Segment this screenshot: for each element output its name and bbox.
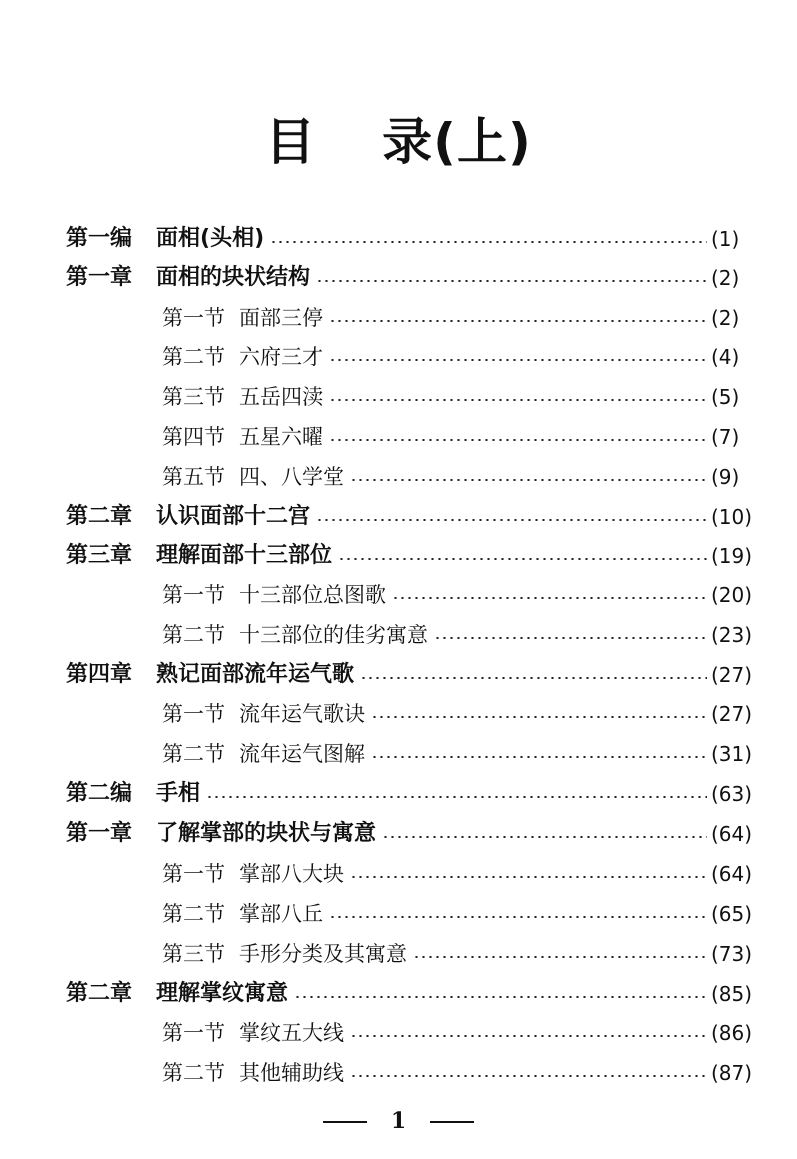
dot-leader: [413, 956, 707, 958]
toc-entry-title: 掌部八大块: [239, 862, 344, 886]
toc-entry[interactable]: [0, 660, 797, 690]
toc-entry-label: 第一节: [162, 702, 225, 726]
toc-entry[interactable]: [0, 779, 797, 809]
toc-entry-title: 理解面部十三部位: [156, 543, 333, 568]
toc-entry-label: 第一节: [162, 862, 225, 886]
toc-entry-label: 第五节: [162, 465, 225, 489]
toc-entry[interactable]: [0, 979, 797, 1009]
toc-entry-title: 手相: [156, 781, 201, 806]
toc-entry-label: 第一节: [162, 306, 225, 330]
toc-entry-label: 第二节: [162, 623, 225, 647]
dot-leader: [329, 399, 707, 401]
dot-leader: [382, 836, 707, 838]
toc-entry-title: 掌部八丘: [239, 902, 323, 926]
toc-entry[interactable]: [0, 819, 797, 849]
footer-rule-left: [323, 1121, 367, 1123]
toc-entry-page: (73): [711, 942, 753, 966]
toc-entry-page: (65): [711, 902, 753, 926]
dot-leader: [350, 876, 707, 878]
dot-leader: [392, 597, 707, 599]
toc-entry-page: (4): [711, 345, 740, 369]
dot-leader: [316, 519, 707, 521]
toc-entry-page: (2): [711, 266, 740, 290]
toc-entry-label: 第一编: [66, 226, 133, 251]
toc-entry-title: 流年运气歌诀: [239, 702, 365, 726]
toc-entry-label: 第四章: [66, 662, 133, 687]
toc-entry-page: (9): [711, 465, 740, 489]
toc-entry-page: (23): [711, 623, 753, 647]
toc-entry[interactable]: [0, 899, 797, 929]
toc-entry-page: (10): [711, 505, 753, 529]
dot-leader: [371, 716, 707, 718]
toc-entry-page: (31): [711, 742, 753, 766]
toc-entry-label: 第二编: [66, 781, 133, 806]
toc-entry-page: (20): [711, 583, 753, 607]
toc-entry[interactable]: [0, 462, 797, 492]
toc-entry-label: 第二章: [66, 504, 133, 529]
dot-leader: [350, 1075, 707, 1077]
toc-entry[interactable]: [0, 580, 797, 610]
toc-entry-label: 第一节: [162, 583, 225, 607]
toc-entry-page: (85): [711, 982, 753, 1006]
toc-entry-label: 第四节: [162, 425, 225, 449]
dot-leader: [434, 637, 707, 639]
page-number: 1: [390, 1108, 407, 1134]
toc-entry[interactable]: [0, 263, 797, 293]
toc-entry-label: 第三节: [162, 385, 225, 409]
toc-entry-title: 面相(头相): [156, 226, 265, 251]
dot-leader: [338, 558, 707, 560]
toc-entry-label: 第三节: [162, 942, 225, 966]
toc-entry-title: 其他辅助线: [239, 1061, 344, 1085]
toc-entry[interactable]: [0, 502, 797, 532]
title-rest: 录(上): [382, 113, 532, 171]
toc-entry-page: (64): [711, 862, 753, 886]
toc-entry[interactable]: [0, 939, 797, 969]
dot-leader: [350, 479, 707, 481]
toc-entry-page: (86): [711, 1021, 753, 1045]
toc-entry-label: 第一章: [66, 265, 133, 290]
toc-entry-label: 第三章: [66, 543, 133, 568]
toc-entry-label: 第一节: [162, 1021, 225, 1045]
dot-leader: [371, 756, 707, 758]
toc-entry-title: 了解掌部的块状与寓意: [156, 821, 377, 846]
dot-leader: [329, 320, 707, 322]
toc-entry-label: 第二节: [162, 345, 225, 369]
toc-entry[interactable]: [0, 620, 797, 650]
toc-entry-title: 十三部位的佳劣寓意: [239, 623, 428, 647]
toc-entry-title: 熟记面部流年运气歌: [156, 662, 355, 687]
toc-entry[interactable]: [0, 541, 797, 571]
dot-leader: [329, 359, 707, 361]
footer-rule-right: [430, 1121, 474, 1123]
dot-leader: [329, 916, 707, 918]
toc-entry-title: 掌纹五大线: [239, 1021, 344, 1045]
dot-leader: [350, 1035, 707, 1037]
toc-entry-label: 第二节: [162, 742, 225, 766]
toc-entry-title: 五岳四渎: [239, 385, 323, 409]
toc-entry-label: 第二章: [66, 981, 133, 1006]
toc-entry-title: 理解掌纹寓意: [156, 981, 289, 1006]
toc-entry[interactable]: [0, 739, 797, 769]
toc-entry[interactable]: [0, 1058, 797, 1088]
toc-entry-page: (19): [711, 544, 753, 568]
toc-entry-title: 十三部位总图歌: [239, 583, 386, 607]
toc-entry-title: 六府三才: [239, 345, 323, 369]
toc-entry[interactable]: [0, 382, 797, 412]
page-title: [0, 112, 797, 172]
dot-leader: [270, 241, 707, 243]
toc-entry[interactable]: [0, 1018, 797, 1048]
dot-leader: [316, 280, 707, 282]
toc-entry-page: (87): [711, 1061, 753, 1085]
toc-entry-label: 第二节: [162, 902, 225, 926]
toc-entry-page: (1): [711, 227, 740, 251]
toc-entry[interactable]: [0, 859, 797, 889]
dot-leader: [294, 996, 707, 998]
dot-leader: [329, 439, 707, 441]
toc-entry-page: (27): [711, 702, 753, 726]
toc-entry-label: 第一章: [66, 821, 133, 846]
toc-entry-page: (5): [711, 385, 740, 409]
title-main: 目: [265, 113, 317, 171]
toc-entry-page: (64): [711, 822, 753, 846]
toc-entry-page: (2): [711, 306, 740, 330]
toc-entry-title: 面部三停: [239, 306, 323, 330]
dot-leader: [206, 796, 707, 798]
toc-entry-title: 流年运气图解: [239, 742, 365, 766]
toc-entry-title: 面相的块状结构: [156, 265, 311, 290]
dot-leader: [360, 677, 707, 679]
toc-entry-page: (7): [711, 425, 740, 449]
toc-entry-title: 四、八学堂: [239, 465, 344, 489]
toc-entry-page: (63): [711, 782, 753, 806]
toc-entry[interactable]: [0, 303, 797, 333]
toc-entry[interactable]: [0, 699, 797, 729]
toc-entry[interactable]: [0, 224, 797, 254]
toc-entry-title: 手形分类及其寓意: [239, 942, 407, 966]
toc-entry[interactable]: [0, 422, 797, 452]
toc-entry-label: 第二节: [162, 1061, 225, 1085]
page-footer: [0, 1108, 797, 1134]
toc-entry-title: 五星六曜: [239, 425, 323, 449]
toc-entry-page: (27): [711, 663, 753, 687]
toc-entry-title: 认识面部十二宫: [156, 504, 311, 529]
toc-entry[interactable]: [0, 342, 797, 372]
